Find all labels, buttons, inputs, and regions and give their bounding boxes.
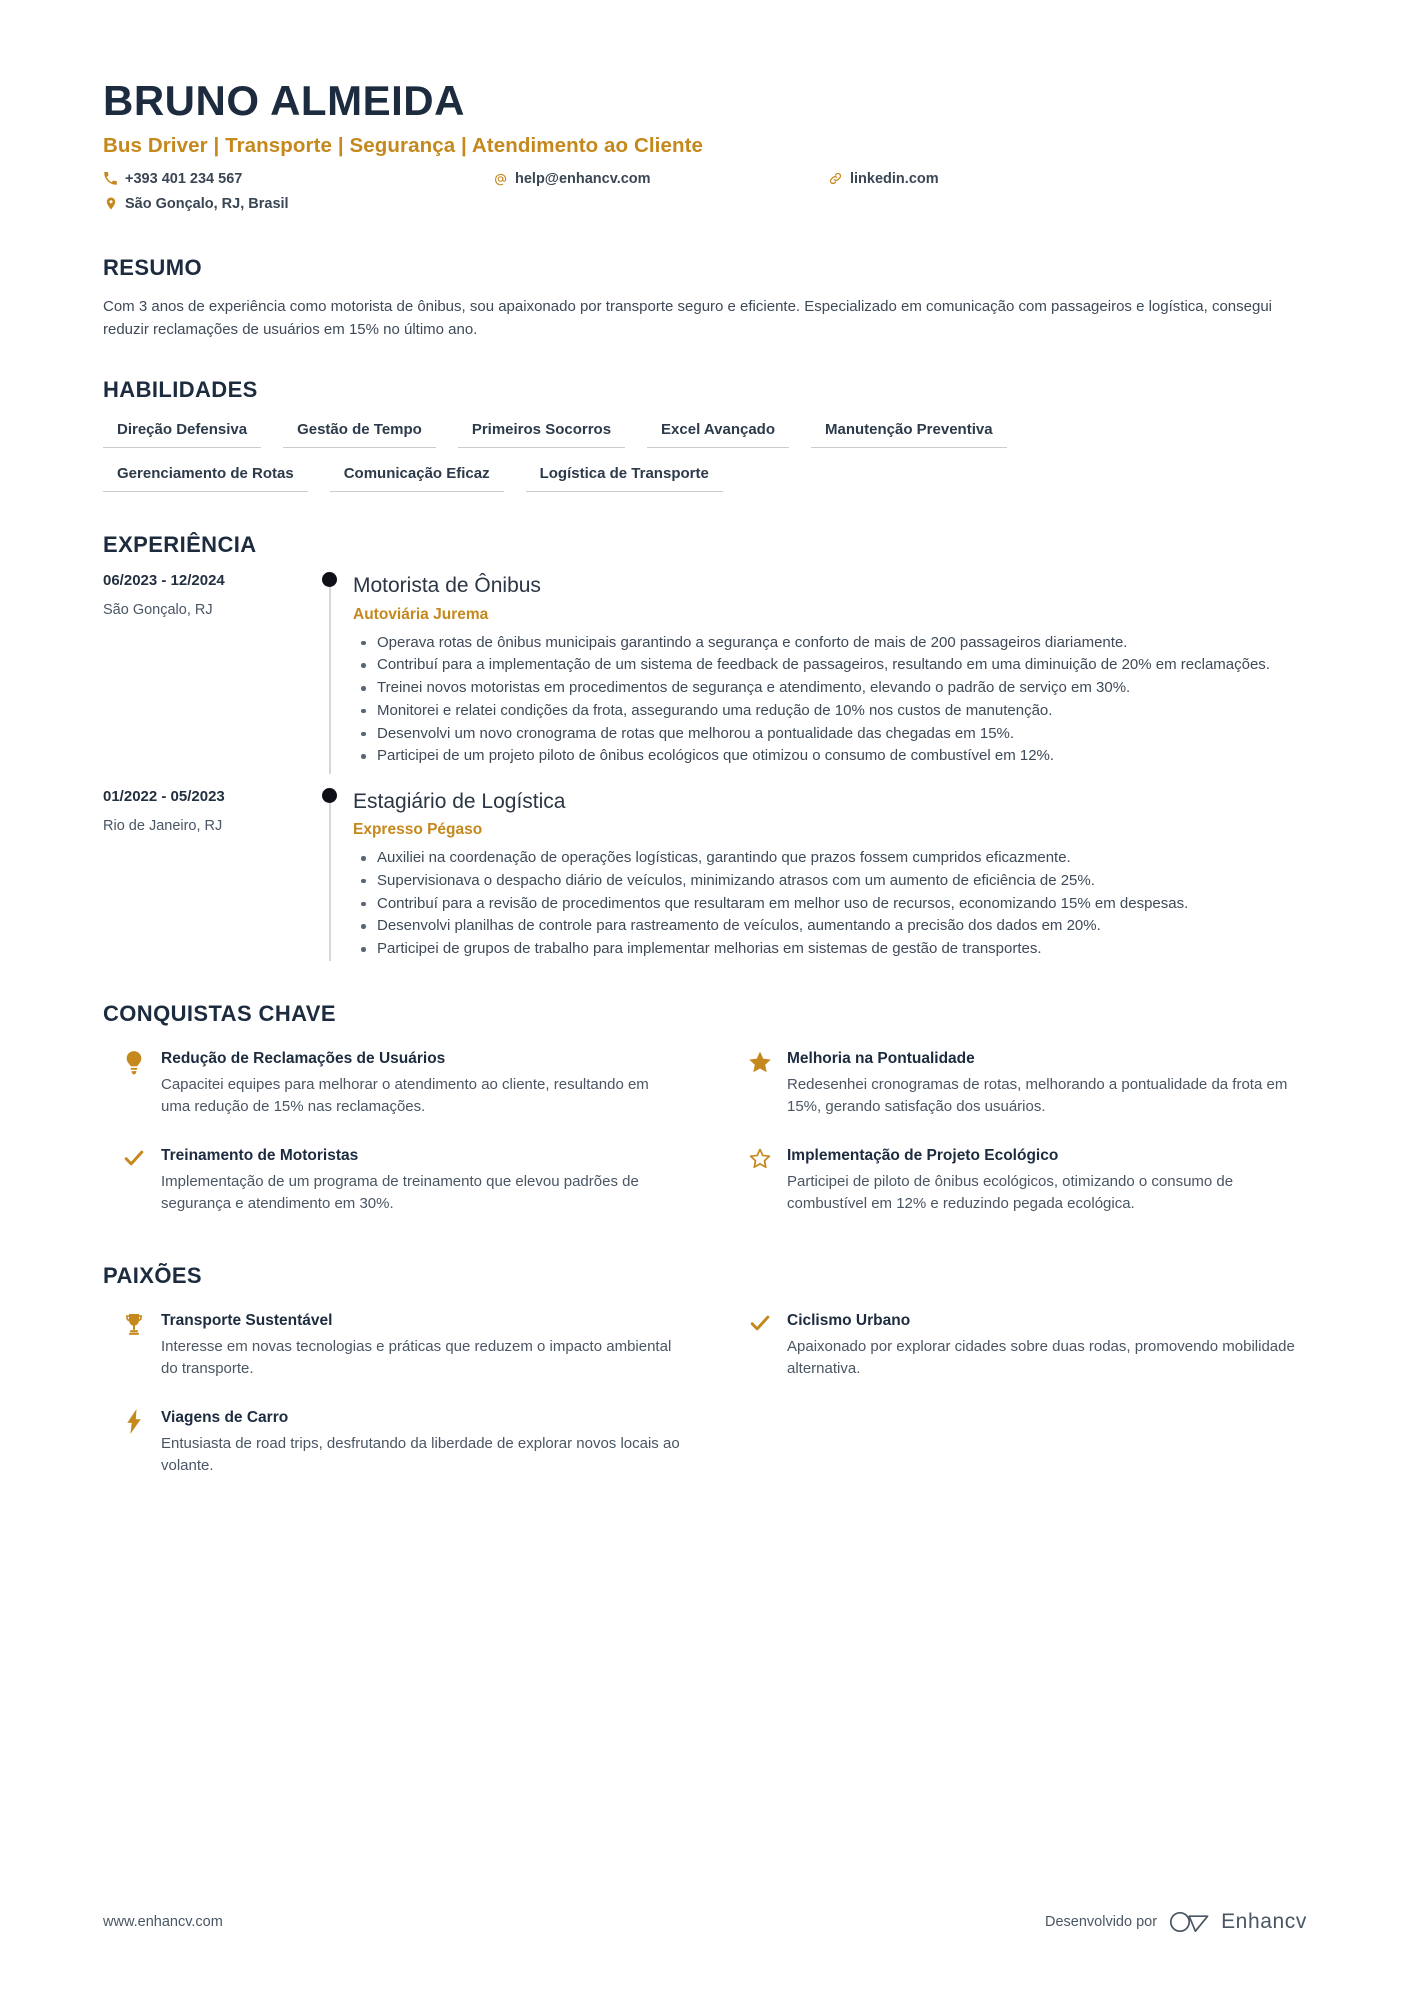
timeline-dot-icon (322, 572, 337, 587)
check-icon (747, 1311, 773, 1338)
achievement-text: Capacitei equipes para melhorar o atendimento ao cliente, resultando em uma redução de 15% nas reclamações. (161, 1076, 649, 1116)
bullet-item: Desenvolvi planilhas de controle para rastreamento de veículos, aumentando a precisão dos dados em 20%. (377, 915, 1307, 937)
footer-website[interactable]: www.enhancv.com (103, 1914, 223, 1930)
passion-body (161, 1408, 681, 1477)
passion-title: Transporte Sustentável (161, 1311, 333, 1329)
map-pin-icon (103, 196, 118, 211)
star-filled-icon (747, 1049, 773, 1076)
achievement-item (103, 1140, 681, 1233)
timeline-rail (308, 572, 353, 768)
lightbulb-icon (121, 1049, 147, 1076)
footer-powered-by-label: Desenvolvido por (1045, 1914, 1158, 1930)
experience-meta (103, 788, 308, 961)
bullet-item: Auxiliei na coordenação de operações logísticas, garantindo que prazos fossem cumpridos eficazmente. (377, 847, 1307, 869)
section-experiencia (103, 532, 1307, 965)
experience-company: Expresso Pégaso (353, 821, 483, 839)
section-habilidades (103, 377, 1307, 492)
achievement-body (161, 1146, 681, 1215)
skill-tag: Logística de Transporte (526, 465, 723, 492)
achievement-item (103, 1043, 681, 1136)
passion-item (103, 1402, 681, 1495)
skill-tag: Gestão de Tempo (283, 421, 436, 448)
enhancv-wordmark: Enhancv (1221, 1910, 1307, 1933)
experience-item (103, 572, 1307, 772)
bullet-item: Contribuí para a implementação de um sistema de feedback de passageiros, resultando em uma diminuição de 20% em reclamações. (377, 654, 1307, 676)
at-sign-icon (493, 171, 508, 186)
bullet-item: Treinei novos motoristas em procedimentos de segurança e atendimento, elevando o padrão de serviço em 30%. (377, 677, 1307, 699)
bullet-item: Participei de grupos de trabalho para implementar melhorias em sistemas de gestão de transportes. (377, 938, 1307, 960)
experience-role: Motorista de Ônibus (353, 574, 541, 598)
section-resumo (103, 255, 1307, 342)
passion-title: Ciclismo Urbano (787, 1311, 911, 1329)
section-paixoes (103, 1263, 1307, 1495)
section-title-paixoes: PAIXÕES (103, 1262, 202, 1288)
experience-item (103, 788, 1307, 965)
experience-details (353, 788, 1307, 961)
enhancv-logo-icon (1168, 1909, 1210, 1935)
professional-headline: Bus Driver | Transporte | Segurança | Atendimento ao Cliente (103, 134, 703, 158)
achievement-body (787, 1146, 1307, 1215)
passion-item (729, 1305, 1307, 1398)
achievement-text: Participei de piloto de ônibus ecológicos, otimizando o consumo de combustível em 12% e reduzindo pegada ecológica. (787, 1173, 1234, 1212)
experience-details (353, 572, 1307, 768)
experience-role: Estagiário de Logística (353, 790, 566, 813)
contact-location-value: São Gonçalo, RJ, Brasil (125, 195, 289, 212)
resume-header (103, 0, 1307, 225)
check-icon (121, 1146, 147, 1173)
achievements-grid (103, 1043, 1307, 1233)
section-conquistas (103, 1001, 1307, 1233)
experience-meta (103, 572, 308, 768)
section-title-resumo: RESUMO (103, 254, 202, 280)
contact-phone-value: +393 401 234 567 (125, 170, 243, 187)
section-title-habilidades: HABILIDADES (103, 377, 258, 403)
achievement-body (161, 1049, 681, 1118)
bullet-item: Operava rotas de ônibus municipais garantindo a segurança e conforto de mais de 200 passageiros diariamente. (377, 632, 1307, 654)
skills-row (103, 465, 1307, 492)
skill-tag: Primeiros Socorros (458, 421, 625, 448)
passion-title: Viagens de Carro (161, 1408, 289, 1426)
bullet-item: Contribuí para a revisão de procedimentos que resultaram em melhor uso de recursos, economizando 15% em despesas. (377, 893, 1307, 915)
bolt-icon (121, 1408, 147, 1435)
timeline-line (329, 580, 331, 774)
achievement-title: Redução de Reclamações de Usuários (161, 1049, 446, 1067)
bullet-item: Desenvolvi um novo cronograma de rotas que melhorou a pontualidade das chegadas em 15%. (377, 723, 1307, 745)
experience-bullets (353, 847, 1307, 960)
achievement-item (729, 1140, 1307, 1233)
skill-tag: Excel Avançado (647, 421, 789, 448)
passions-grid (103, 1305, 1307, 1495)
experience-bullets (353, 632, 1307, 768)
experience-location: Rio de Janeiro, RJ (103, 818, 223, 834)
footer-brand (1045, 1909, 1307, 1935)
experience-list (103, 572, 1307, 965)
achievement-title: Treinamento de Motoristas (161, 1146, 359, 1164)
skill-tag: Direção Defensiva (103, 421, 261, 448)
skill-tag: Gerenciamento de Rotas (103, 465, 308, 492)
skill-tag: Comunicação Eficaz (330, 465, 504, 492)
passion-body (161, 1311, 681, 1380)
contact-row (103, 171, 1307, 225)
experience-dates: 06/2023 - 12/2024 (103, 572, 225, 590)
passion-text: Entusiasta de road trips, desfrutando da liberdade de explorar novos locais ao volante. (161, 1434, 680, 1474)
skills-row (103, 421, 1307, 448)
achievement-title: Melhoria na Pontualidade (787, 1049, 975, 1067)
timeline-dot-icon (322, 788, 337, 803)
link-icon (828, 171, 843, 186)
bullet-item: Supervisionava o despacho diário de veículos, minimizando atrasos com um aumento de eficiência de 25%. (377, 870, 1307, 892)
passion-body (787, 1311, 1307, 1380)
section-title-experiencia: EXPERIÊNCIA (103, 532, 257, 558)
skills-list (103, 421, 1307, 492)
achievement-item (729, 1043, 1307, 1136)
achievement-text: Implementação de um programa de treinamento que elevou padrões de segurança e atendimento em 30%. (161, 1173, 639, 1212)
contact-link-value: linkedin.com (850, 170, 939, 187)
timeline-rail (308, 788, 353, 961)
trophy-icon (121, 1311, 147, 1338)
contact-link[interactable] (828, 171, 939, 187)
experience-company: Autoviária Jurema (353, 605, 489, 623)
passion-text: Interesse em novas tecnologias e práticas que reduzem o impacto ambiental do transporte. (161, 1338, 672, 1377)
bullet-item: Participei de um projeto piloto de ônibus ecológicos que otimizou o consumo de combustível em 12%. (377, 745, 1307, 767)
experience-location: São Gonçalo, RJ (103, 602, 213, 619)
phone-icon (103, 171, 118, 186)
achievement-text: Redesenhei cronogramas de rotas, melhorando a pontualidade da frota em 15%, gerando satisfação dos usuários. (787, 1076, 1288, 1116)
contact-email-value: help@enhancv.com (515, 170, 651, 187)
section-title-conquistas: CONQUISTAS CHAVE (103, 1000, 336, 1026)
experience-dates: 01/2022 - 05/2023 (103, 788, 225, 805)
passion-item (103, 1305, 681, 1398)
achievement-body (787, 1049, 1307, 1118)
contact-phone[interactable] (103, 171, 242, 187)
resumo-text: Com 3 anos de experiência como motorista de ônibus, sou apaixonado por transporte seguro e eficiente. Especializado em comunicação com passageiros e logística, consegui reduzir reclamações de usuários em 15% no último ano. (103, 297, 1272, 339)
page-title: BRUNO ALMEIDA (103, 77, 465, 124)
star-outline-icon (747, 1146, 773, 1173)
achievement-title: Implementação de Projeto Ecológico (787, 1146, 1059, 1164)
timeline-line (329, 796, 331, 961)
contact-location (103, 196, 289, 212)
bullet-item: Monitorei e relatei condições da frota, assegurando uma redução de 10% nos custos de manutenção. (377, 700, 1307, 722)
resume-footer (103, 1909, 1307, 1935)
passion-text: Apaixonado por explorar cidades sobre duas rodas, promovendo mobilidade alternativa. (787, 1338, 1295, 1377)
skill-tag: Manutenção Preventiva (811, 421, 1007, 448)
contact-email[interactable] (493, 171, 651, 187)
